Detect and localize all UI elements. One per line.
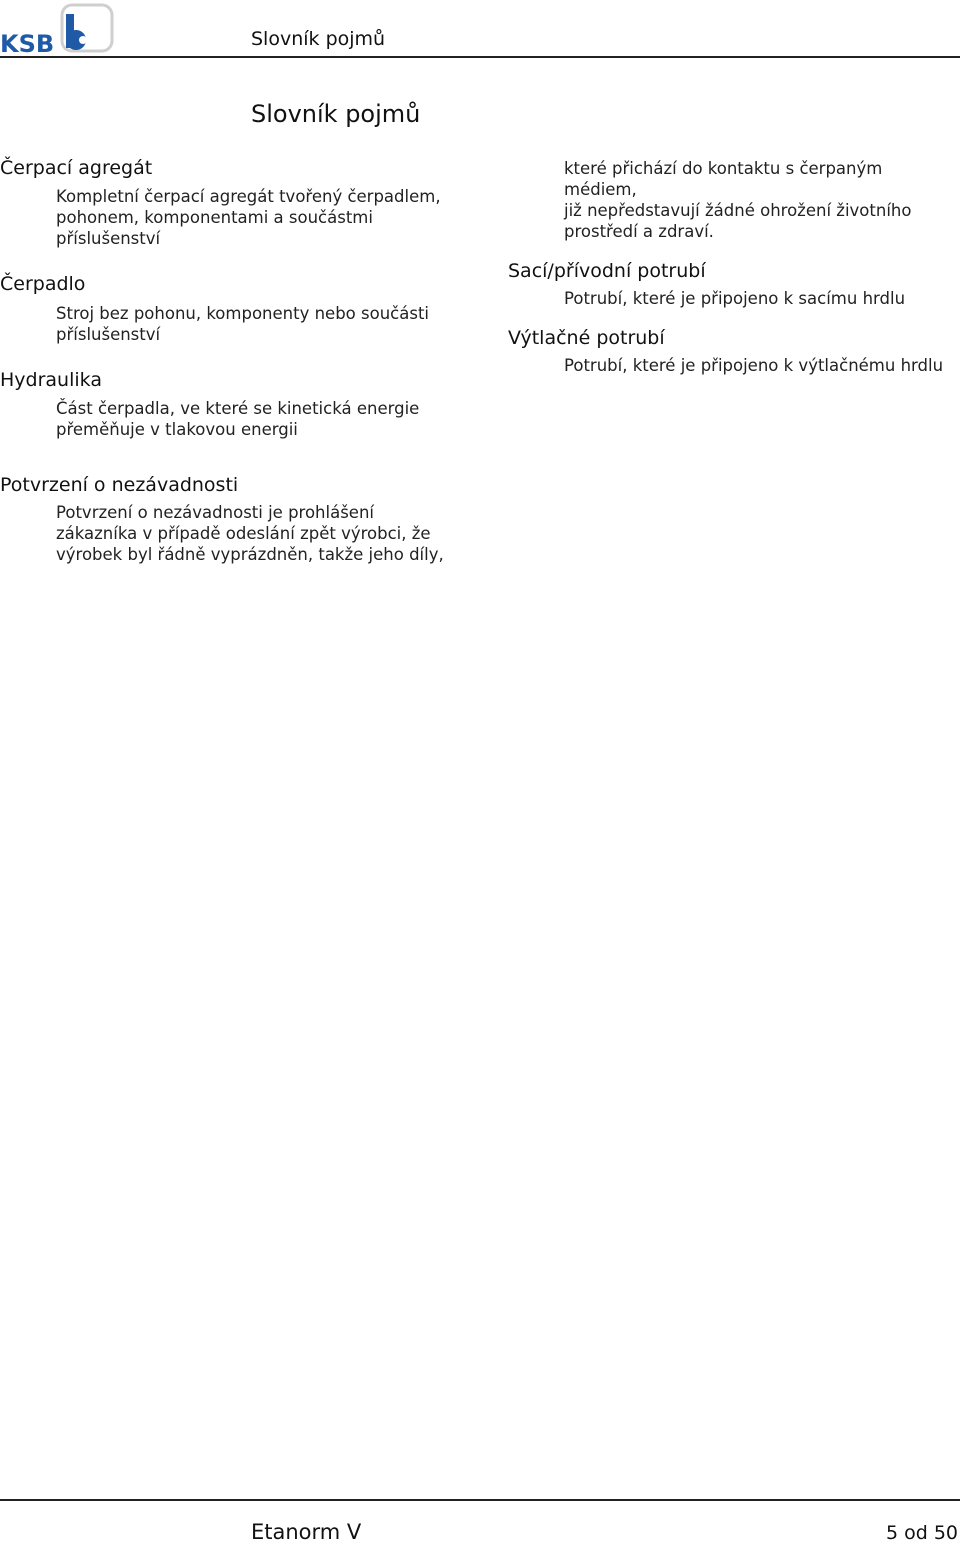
glossary-term: Výtlačné potrubí bbox=[508, 327, 665, 349]
footer-page-number: 5 od 50 bbox=[885, 1522, 958, 1544]
glossary-term: Hydraulika bbox=[0, 369, 102, 391]
glossary-definition: Potvrzení o nezávadnosti je prohlášení zákazníka v případě odeslání zpět výrobci, že výrobek byl řádně vyprázdněn, takže jeho díly, bbox=[56, 503, 444, 564]
left-column bbox=[0, 155, 470, 587]
header-title: Slovník pojmů bbox=[251, 28, 386, 50]
glossary-term: Sací/přívodní potrubí bbox=[508, 260, 706, 282]
logo-text: KSB bbox=[0, 30, 55, 54]
glossary-definition: Potrubí, které je připojeno k sacímu hrdlu bbox=[564, 289, 906, 308]
glossary-definition: Kompletní čerpací agregát tvořený čerpadlem, pohonem, komponentami a součástmi příslušenství bbox=[56, 187, 441, 248]
glossary-entry bbox=[0, 472, 470, 565]
glossary-definition: Potrubí, které je připojeno k výtlačnému hrdlu bbox=[564, 356, 944, 375]
glossary-term: Čerpací agregát bbox=[0, 157, 153, 179]
glossary-entry bbox=[0, 155, 470, 249]
footer-divider bbox=[0, 1499, 960, 1501]
ksb-logo bbox=[0, 2, 116, 54]
glossary-definition: Stroj bez pohonu, komponenty nebo součásti příslušenství bbox=[56, 304, 429, 344]
glossary-entry bbox=[508, 258, 960, 309]
glossary-term: Potvrzení o nezávadnosti bbox=[0, 474, 239, 496]
header-divider bbox=[0, 56, 960, 58]
page-title: Slovník pojmů bbox=[251, 100, 421, 128]
glossary-entry bbox=[508, 325, 960, 376]
glossary-definition-continuation: které přichází do kontaktu s čerpaným médiem, již nepředstavují žádné ohrožení životního prostředí a zdraví. bbox=[564, 159, 912, 241]
glossary-entry bbox=[0, 271, 470, 345]
glossary-definition: Část čerpadla, ve které se kinetická energie přeměňuje v tlakovou energii bbox=[56, 399, 420, 439]
glossary-entry bbox=[0, 367, 470, 440]
footer-document-name: Etanorm V bbox=[251, 1520, 362, 1544]
glossary-term: Čerpadlo bbox=[0, 273, 86, 295]
right-column bbox=[508, 158, 960, 398]
